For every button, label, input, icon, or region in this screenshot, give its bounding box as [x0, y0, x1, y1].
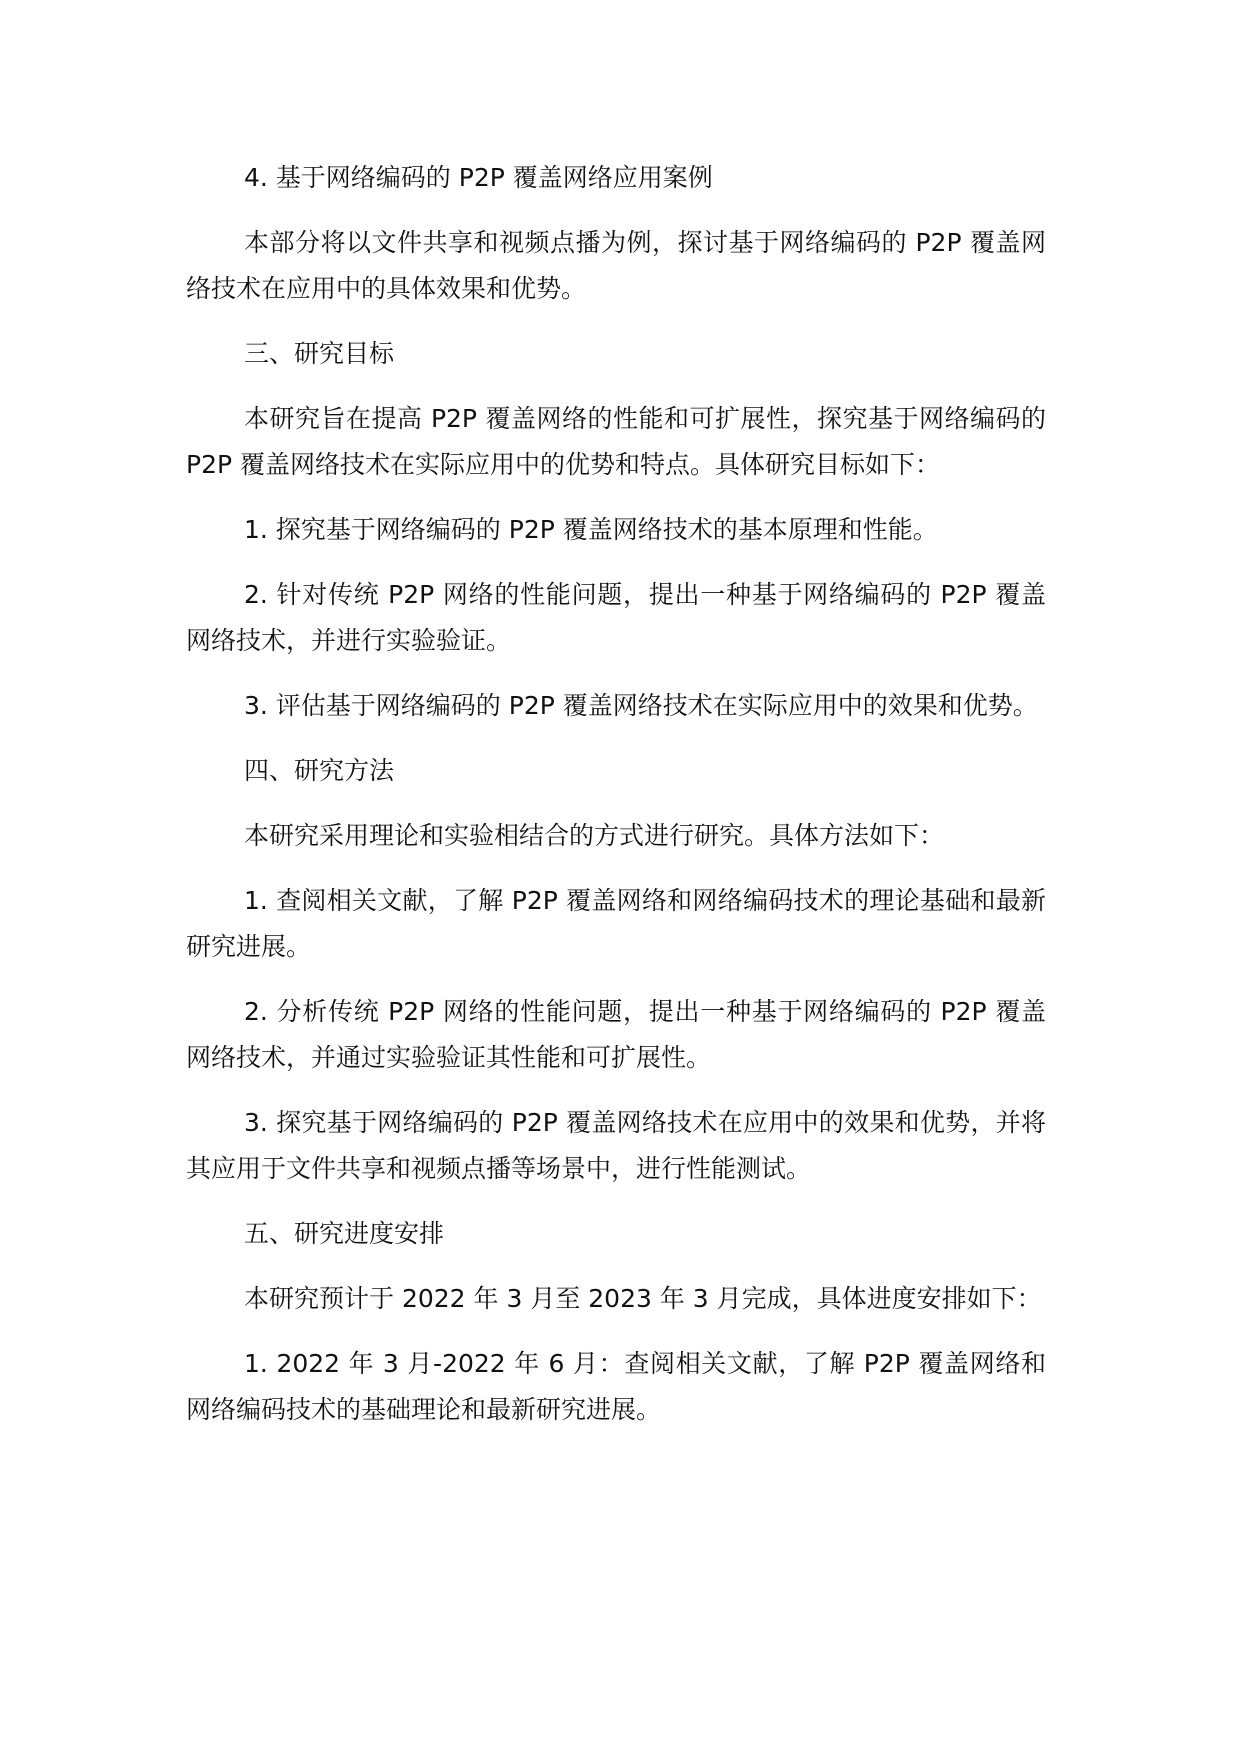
document-body — [186, 155, 1046, 1452]
section-heading-research-goals: 三、研究目标 — [244, 339, 395, 368]
list-item-goal-3: 3. 评估基于网络编码的 P2P 覆盖网络技术在实际应用中的效果和优势。 — [244, 691, 1038, 720]
list-item-method-1: 1. 查阅相关文献，了解 P2P 覆盖网络和网络编码技术的理论基础和最新研究进展。 — [186, 886, 1046, 961]
section-heading-research-methods: 四、研究方法 — [244, 756, 395, 785]
list-item-method-2: 2. 分析传统 P2P 网络的性能问题，提出一种基于网络编码的 P2P 覆盖网络技术，并通过实验验证其性能和可扩展性。 — [186, 997, 1046, 1072]
list-item-goal-2: 2. 针对传统 P2P 网络的性能问题，提出一种基于网络编码的 P2P 覆盖网络技术，并进行实验验证。 — [186, 580, 1046, 655]
paragraph-research-goals-intro: 本研究旨在提高 P2P 覆盖网络的性能和可扩展性，探究基于网络编码的 P2P 覆盖网络技术在实际应用中的优势和特点。具体研究目标如下： — [186, 404, 1046, 479]
list-item-method-3: 3. 探究基于网络编码的 P2P 覆盖网络技术在应用中的效果和优势，并将其应用于文件共享和视频点播等场景中，进行性能测试。 — [186, 1108, 1046, 1183]
list-item-goal-1: 1. 探究基于网络编码的 P2P 覆盖网络技术的基本原理和性能。 — [244, 515, 938, 544]
paragraph-application-intro: 本部分将以文件共享和视频点播为例，探讨基于网络编码的 P2P 覆盖网络技术在应用中的具体效果和优势。 — [186, 228, 1046, 303]
section-heading-schedule: 五、研究进度安排 — [244, 1219, 445, 1248]
list-item-schedule-1: 1. 2022 年 3 月-2022 年 6 月：查阅相关文献，了解 P2P 覆盖网络和网络编码技术的基础理论和最新研究进展。 — [186, 1349, 1046, 1424]
paragraph-research-methods-intro: 本研究采用理论和实验相结合的方式进行研究。具体方法如下： — [244, 821, 945, 850]
paragraph-schedule-intro: 本研究预计于 2022 年 3 月至 2023 年 3 月完成，具体进度安排如下： — [244, 1284, 1042, 1313]
section-heading-application-cases: 4. 基于网络编码的 P2P 覆盖网络应用案例 — [244, 163, 713, 192]
